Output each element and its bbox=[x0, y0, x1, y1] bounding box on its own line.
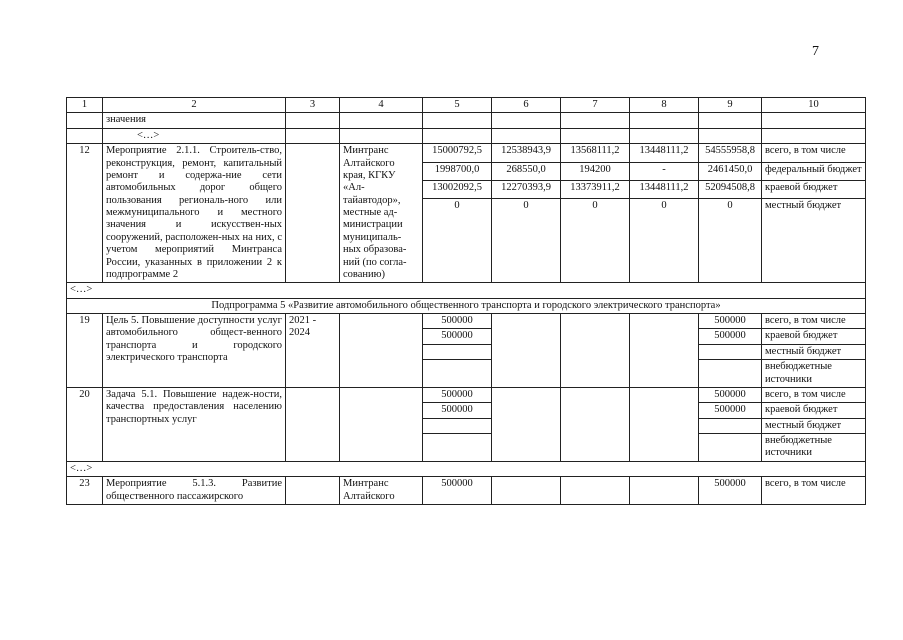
header-cell: 10 bbox=[762, 98, 866, 113]
table-row bbox=[67, 128, 866, 143]
funding-source: внебюджетные источники bbox=[762, 360, 866, 388]
cell-value bbox=[699, 418, 762, 433]
cell-value: 268550,0 bbox=[492, 162, 561, 180]
cell-value: 15000792,5 bbox=[423, 144, 492, 162]
header-cell: 9 bbox=[699, 98, 762, 113]
table-row bbox=[67, 283, 866, 298]
funding-source: местный бюджет bbox=[762, 418, 866, 433]
row-number: 23 bbox=[67, 477, 103, 505]
funding-source: краевой бюджет bbox=[762, 180, 866, 198]
cell-value bbox=[699, 434, 762, 462]
cell-value: 0 bbox=[561, 199, 630, 283]
cell-value: 0 bbox=[699, 199, 762, 283]
row-period: 2021 - 2024 bbox=[286, 314, 340, 388]
cell-value bbox=[423, 418, 492, 433]
header-cell: 3 bbox=[286, 98, 340, 113]
ellipsis: <…> bbox=[103, 128, 286, 143]
cell-value: 12538943,9 bbox=[492, 144, 561, 162]
row-name: Задача 5.1. Повышение надеж-ности, качества предоставления населению транспортных услуг bbox=[103, 387, 286, 461]
table-row bbox=[67, 387, 866, 402]
cell-value: 500000 bbox=[423, 403, 492, 418]
cell-value: 0 bbox=[423, 199, 492, 283]
cell-value bbox=[423, 344, 492, 359]
row-number: 19 bbox=[67, 314, 103, 388]
header-cell: 5 bbox=[423, 98, 492, 113]
cell-value: 500000 bbox=[423, 387, 492, 402]
funding-source: внебюджетные источники bbox=[762, 434, 866, 462]
table-row bbox=[67, 113, 866, 128]
cell-value bbox=[423, 434, 492, 462]
cell-value: 13373911,2 bbox=[561, 180, 630, 198]
funding-source: местный бюджет bbox=[762, 199, 866, 283]
header-cell: 7 bbox=[561, 98, 630, 113]
cell-value: 52094508,8 bbox=[699, 180, 762, 198]
cell-value bbox=[423, 360, 492, 388]
row-executor: Минтранс Алтайского bbox=[340, 477, 423, 505]
funding-source: краевой бюджет bbox=[762, 403, 866, 418]
budget-table bbox=[66, 97, 866, 505]
ellipsis: <…> bbox=[67, 461, 866, 476]
ellipsis: <…> bbox=[67, 283, 866, 298]
table-row bbox=[67, 314, 866, 329]
cell-value: 13448111,2 bbox=[630, 180, 699, 198]
cell-value: 2461450,0 bbox=[699, 162, 762, 180]
funding-source: краевой бюджет bbox=[762, 329, 866, 344]
cell-value: 13568111,2 bbox=[561, 144, 630, 162]
header-cell: 2 bbox=[103, 98, 286, 113]
cell-value: 13448111,2 bbox=[630, 144, 699, 162]
header-cell: 1 bbox=[67, 98, 103, 113]
table-row bbox=[67, 461, 866, 476]
header-cell: 8 bbox=[630, 98, 699, 113]
cell-value: 0 bbox=[492, 199, 561, 283]
funding-source: всего, в том числе bbox=[762, 314, 866, 329]
page-number: 7 bbox=[812, 44, 819, 59]
funding-source: всего, в том числе bbox=[762, 477, 866, 505]
cell-value: 54555958,8 bbox=[699, 144, 762, 162]
header-cell: 6 bbox=[492, 98, 561, 113]
funding-source: местный бюджет bbox=[762, 344, 866, 359]
funding-source: всего, в том числе bbox=[762, 387, 866, 402]
cell-value: 13002092,5 bbox=[423, 180, 492, 198]
cell-value bbox=[699, 344, 762, 359]
cell-value: 500000 bbox=[699, 387, 762, 402]
row-text: значения bbox=[103, 113, 286, 128]
cell-value: 0 bbox=[630, 199, 699, 283]
header-cell: 4 bbox=[340, 98, 423, 113]
cell-value: 194200 bbox=[561, 162, 630, 180]
cell-value: 500000 bbox=[423, 329, 492, 344]
table-row bbox=[67, 477, 866, 505]
cell-value: 500000 bbox=[699, 314, 762, 329]
cell-value bbox=[699, 360, 762, 388]
funding-source: всего, в том числе bbox=[762, 144, 866, 162]
cell-value: 500000 bbox=[699, 477, 762, 505]
table-row bbox=[67, 144, 866, 162]
cell-value: - bbox=[630, 162, 699, 180]
cell-value: 500000 bbox=[699, 403, 762, 418]
row-name: Мероприятие 2.1.1. Строитель-ство, реконструкция, ремонт, капитальный ремонт и содержа-ние сети автомобильных дорог общего пользования региональ-ного или межмуниципального и местного значения и искусствен-ных сооружений, расположен-ных на них, с учетом мероприятий Минтранса России, указанных в приложении 2 к подпрограмме 2 bbox=[103, 144, 286, 283]
row-number: 20 bbox=[67, 387, 103, 461]
row-name: Мероприятие 5.1.3. Развитие общественного пассажирского bbox=[103, 477, 286, 505]
cell-value: 12270393,9 bbox=[492, 180, 561, 198]
table-header-row bbox=[67, 98, 866, 113]
cell-value: 500000 bbox=[423, 314, 492, 329]
cell-value: 500000 bbox=[699, 329, 762, 344]
subprogram-title: Подпрограмма 5 «Развитие автомобильного общественного транспорта и городского электрического транспорта» bbox=[67, 298, 866, 313]
cell-value: 1998700,0 bbox=[423, 162, 492, 180]
subprogram-row bbox=[67, 298, 866, 313]
row-number: 12 bbox=[67, 144, 103, 283]
cell-value: 500000 bbox=[423, 477, 492, 505]
row-executor: Минтранс Алтайского края, КГКУ «Ал-тайавтодор», местные ад-министрации муниципаль-ных образова-ний (по согла-сованию) bbox=[340, 144, 423, 283]
row-name: Цель 5. Повышение доступности услуг автомобильного общест-венного транспорта и городского электрического транспорта bbox=[103, 314, 286, 388]
funding-source: федеральный бюджет bbox=[762, 162, 866, 180]
